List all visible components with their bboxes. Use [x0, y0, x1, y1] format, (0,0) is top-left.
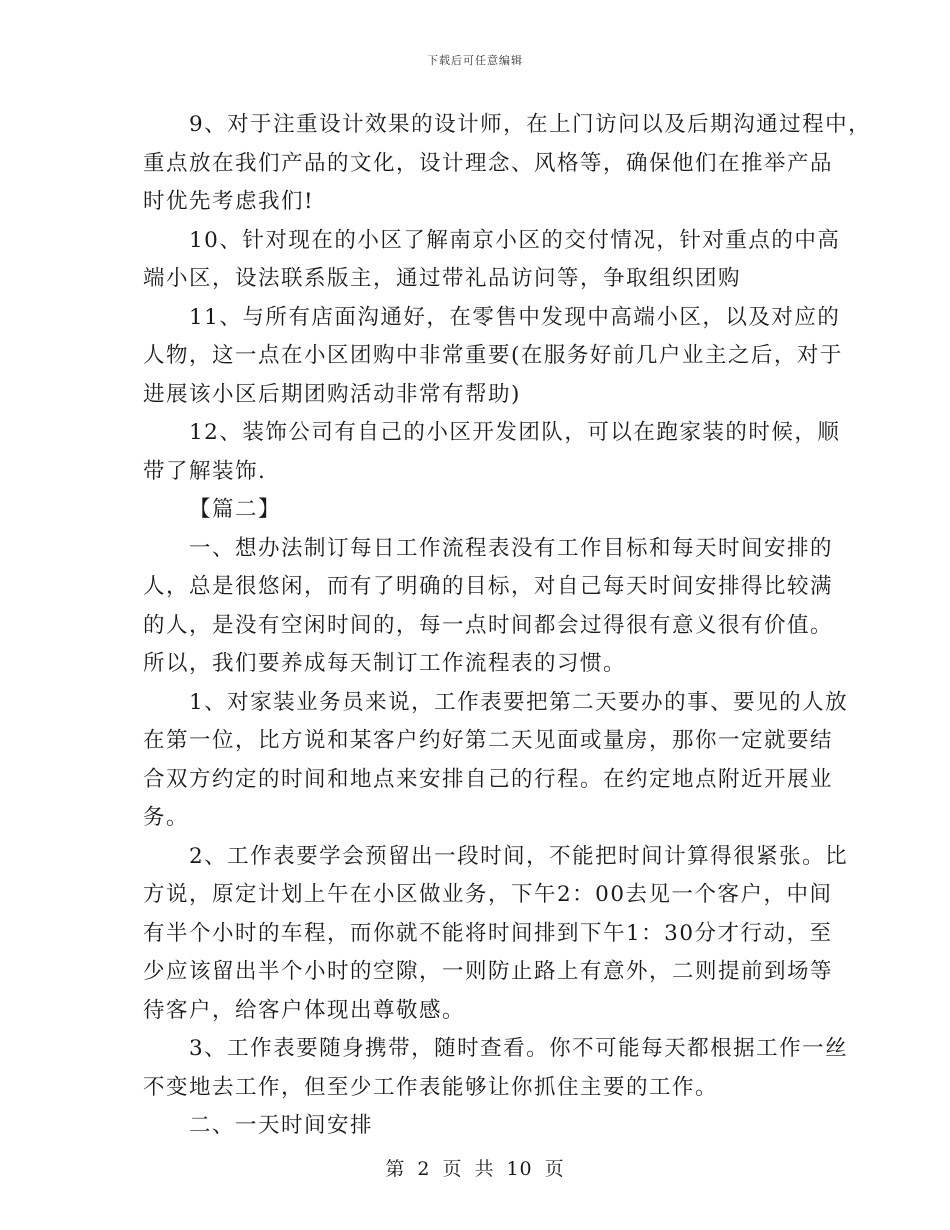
- text-line: 少应该留出半个小时的空隙，一则防止路上有意外，二则提前到场等: [143, 959, 834, 984]
- text-line: 方说，原定计划上午在小区做业务，下午2：00去见一个客户，中间: [143, 882, 833, 907]
- paragraph-item-2: [143, 838, 849, 1031]
- text-line: 12、装饰公司有自己的小区开发团队，可以在跑家装的时候，顺: [189, 420, 841, 445]
- paragraph-section-one: [143, 530, 834, 684]
- text-line: 11、与所有店面沟通好，在零售中发现中高端小区，以及对应的: [189, 304, 841, 330]
- footer-total-word: 共: [474, 1158, 495, 1180]
- section-heading-text: 【篇二】: [189, 497, 282, 522]
- text-line: 端小区，设法联系版主，通过带礼品访问等，争取组织团购: [143, 266, 742, 291]
- text-line: 二、一天时间安排: [189, 1113, 374, 1138]
- text-line: 时优先考虑我们!: [143, 189, 315, 214]
- text-line: 一、想办法制订每日工作流程表没有工作目标和每天时间安排的: [189, 535, 834, 561]
- footer-suffix: 页: [544, 1158, 565, 1180]
- section-heading: [143, 491, 818, 530]
- paragraph-item-3: [143, 1030, 849, 1107]
- page-number: 2: [417, 1158, 431, 1180]
- text-line: 重点放在我们产品的文化，设计理念、风格等，确保他们在推举产品: [143, 150, 834, 176]
- paragraph-item-1: [143, 684, 849, 838]
- text-line: 不变地去工作，但至少工作表能够让你抓住主要的工作。: [143, 1074, 719, 1100]
- page-footer: [0, 1154, 950, 1181]
- paragraph-item-9: [143, 106, 872, 222]
- footer-page-word: 页: [442, 1158, 463, 1180]
- text-line: 1、对家装业务员来说，工作表要把第二天要办的事、要见的人放: [189, 689, 849, 715]
- text-line: 进展该小区后期团购活动非常有帮助): [143, 381, 521, 407]
- text-line: 务。: [143, 805, 190, 830]
- text-line: 10、针对现在的小区了解南京小区的交付情况，针对重点的中高: [189, 227, 841, 253]
- text-line: 人，总是很悠闲，而有了明确的目标，对自己每天时间安排得比较满: [143, 574, 834, 599]
- text-line: 人物，这一点在小区团购中非常重要(在服务好前几户业主之后，对于: [143, 343, 843, 368]
- text-line: 带了解装饰.: [143, 458, 267, 484]
- text-line: 的人，是没有空闲时间的，每一点时间都会过得很有意义很有价值。: [143, 612, 834, 638]
- paragraph-section-two: [143, 1107, 818, 1146]
- text-line: 有半个小时的车程，而你就不能将时间排到下午1：30分才行动，至: [143, 920, 833, 946]
- total-pages: 10: [506, 1158, 533, 1180]
- paragraph-item-10: [143, 222, 841, 299]
- document-body: [143, 106, 872, 1146]
- paragraph-item-11: [143, 299, 843, 415]
- footer-prefix: 第: [385, 1158, 406, 1180]
- text-line: 在第一位，比方说和某客户约好第二天见面或量房，那你一定就要结: [143, 728, 834, 753]
- text-line: 合双方约定的时间和地点来安排自己的行程。在约定地点附近开展业: [143, 766, 834, 792]
- page-header: 下载后可任意编辑: [427, 54, 523, 67]
- paragraph-item-12: [143, 414, 841, 491]
- text-line: 2、工作表要学会预留出一段时间，不能把时间计算得很紧张。比: [189, 843, 849, 869]
- text-line: 9、对于注重设计效果的设计师，在上门访问以及后期沟通过程中，: [189, 112, 872, 137]
- text-line: 所以，我们要养成每天制订工作流程表的习惯。: [143, 651, 627, 676]
- text-line: 待客户，给客户体现出尊敬感。: [143, 997, 466, 1023]
- text-line: 3、工作表要随身携带，随时查看。你不可能每天都根据工作一丝: [189, 1036, 849, 1061]
